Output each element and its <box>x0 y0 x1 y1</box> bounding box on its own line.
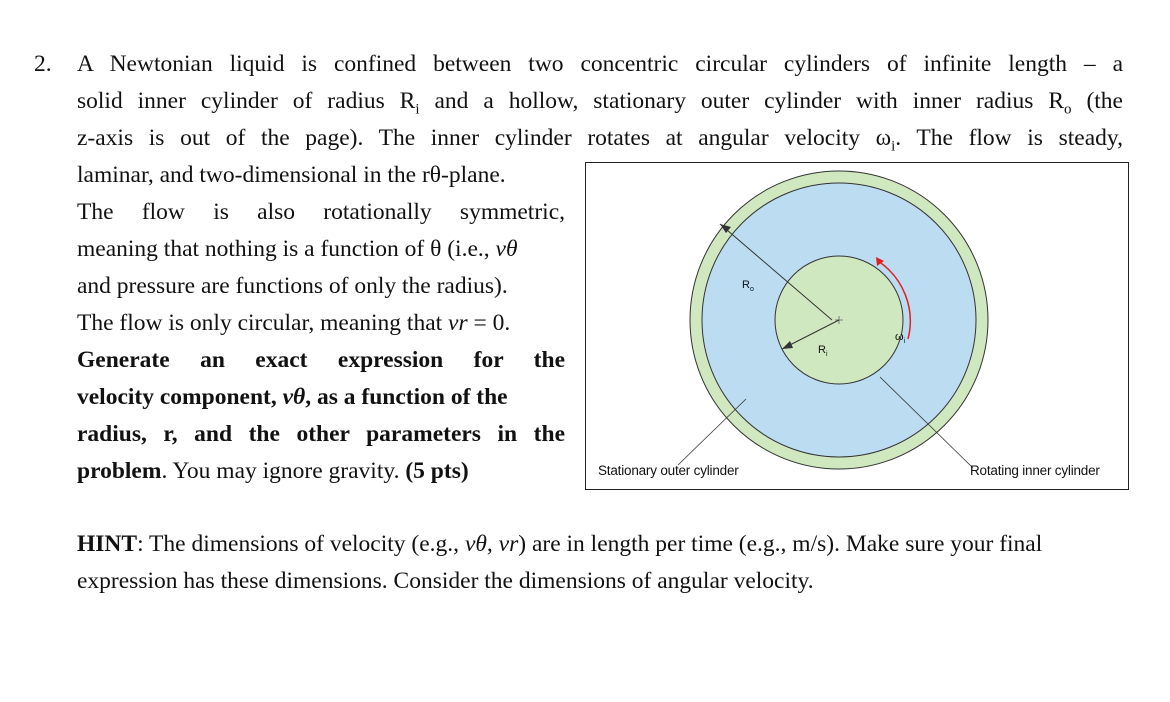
ro-label: $R_o$ <box>742 279 754 293</box>
cylinder-diagram <box>586 163 1130 491</box>
problem-word: problem <box>77 458 162 484</box>
var-v-theta: vθ <box>282 384 306 410</box>
line-2-text-b: and a hollow, stationary outer cylinder with inner radius R <box>419 88 1065 114</box>
hint-text-a: : The dimensions of velocity (e.g., <box>137 531 465 557</box>
column-line-9-text: . You may ignore gravity. <box>161 458 406 484</box>
cylinder-figure <box>585 162 1129 490</box>
subscript-i: i <box>415 101 420 118</box>
var-v-theta: vθ <box>464 531 487 557</box>
stationary-caption: Stationary outer cylinder <box>598 463 739 478</box>
column-line-3 <box>77 231 565 268</box>
var-v-theta: vθ <box>495 236 518 262</box>
column-line-7-end: , as a function of the <box>305 384 508 410</box>
column-line-2: The flow is also rotationally symmetric, <box>77 199 565 225</box>
var-v-r: vr <box>448 310 468 336</box>
column-line-5-text: The flow is only circular, meaning that <box>77 310 449 336</box>
hint-paragraph <box>77 526 1123 600</box>
rotating-caption: Rotating inner cylinder <box>970 463 1100 478</box>
question-number: 2. <box>34 51 52 77</box>
column-line-4: and pressure are functions of only the radius). <box>77 273 508 299</box>
subscript-o: o <box>1064 101 1072 118</box>
var-v-r: vr <box>498 531 519 557</box>
hint-text-b: ) are in length per time (e.g., m/s). Make sure your final expression has these dimensions. Consider the dimensions of angular velocity. <box>77 531 1043 594</box>
line-1-text: A Newtonian liquid is confined between two concentric circular cylinders of infinite length – a <box>77 51 1123 77</box>
line-2-text-a: solid inner cylinder of radius R <box>77 88 416 114</box>
column-line-6: Generate an exact expression for the <box>77 347 565 373</box>
column-line-1: laminar, and two-dimensional in the rθ-plane. <box>77 162 506 188</box>
column-line-8: radius, r, and the other parameters in the <box>77 421 565 447</box>
question-column-text <box>77 157 565 490</box>
line-2-text-c: (the <box>1071 88 1123 114</box>
subscript-i: i <box>891 138 896 155</box>
column-line-5 <box>77 305 565 342</box>
column-line-7 <box>77 379 565 416</box>
column-line-5-end: = 0. <box>467 310 511 336</box>
column-line-7-text: velocity component, <box>77 384 283 410</box>
stationary-leader-line <box>678 399 746 465</box>
points-label: (5 pts) <box>405 458 469 484</box>
omega-label: $\omega_i$ <box>895 331 906 345</box>
line-3-text-b: . The flow is steady, <box>895 125 1123 151</box>
hint-label: HINT <box>77 531 138 557</box>
column-line-9 <box>77 453 565 490</box>
hint-sep: , <box>486 531 499 557</box>
ri-label: $R_i$ <box>818 344 828 358</box>
line-3-text-a: z-axis is out of the page). The inner cylinder rotates at angular velocity ω <box>77 125 892 151</box>
question-line-1 <box>77 46 1123 83</box>
column-line-3-text: meaning that nothing is a function of θ (i.e., <box>77 236 496 262</box>
